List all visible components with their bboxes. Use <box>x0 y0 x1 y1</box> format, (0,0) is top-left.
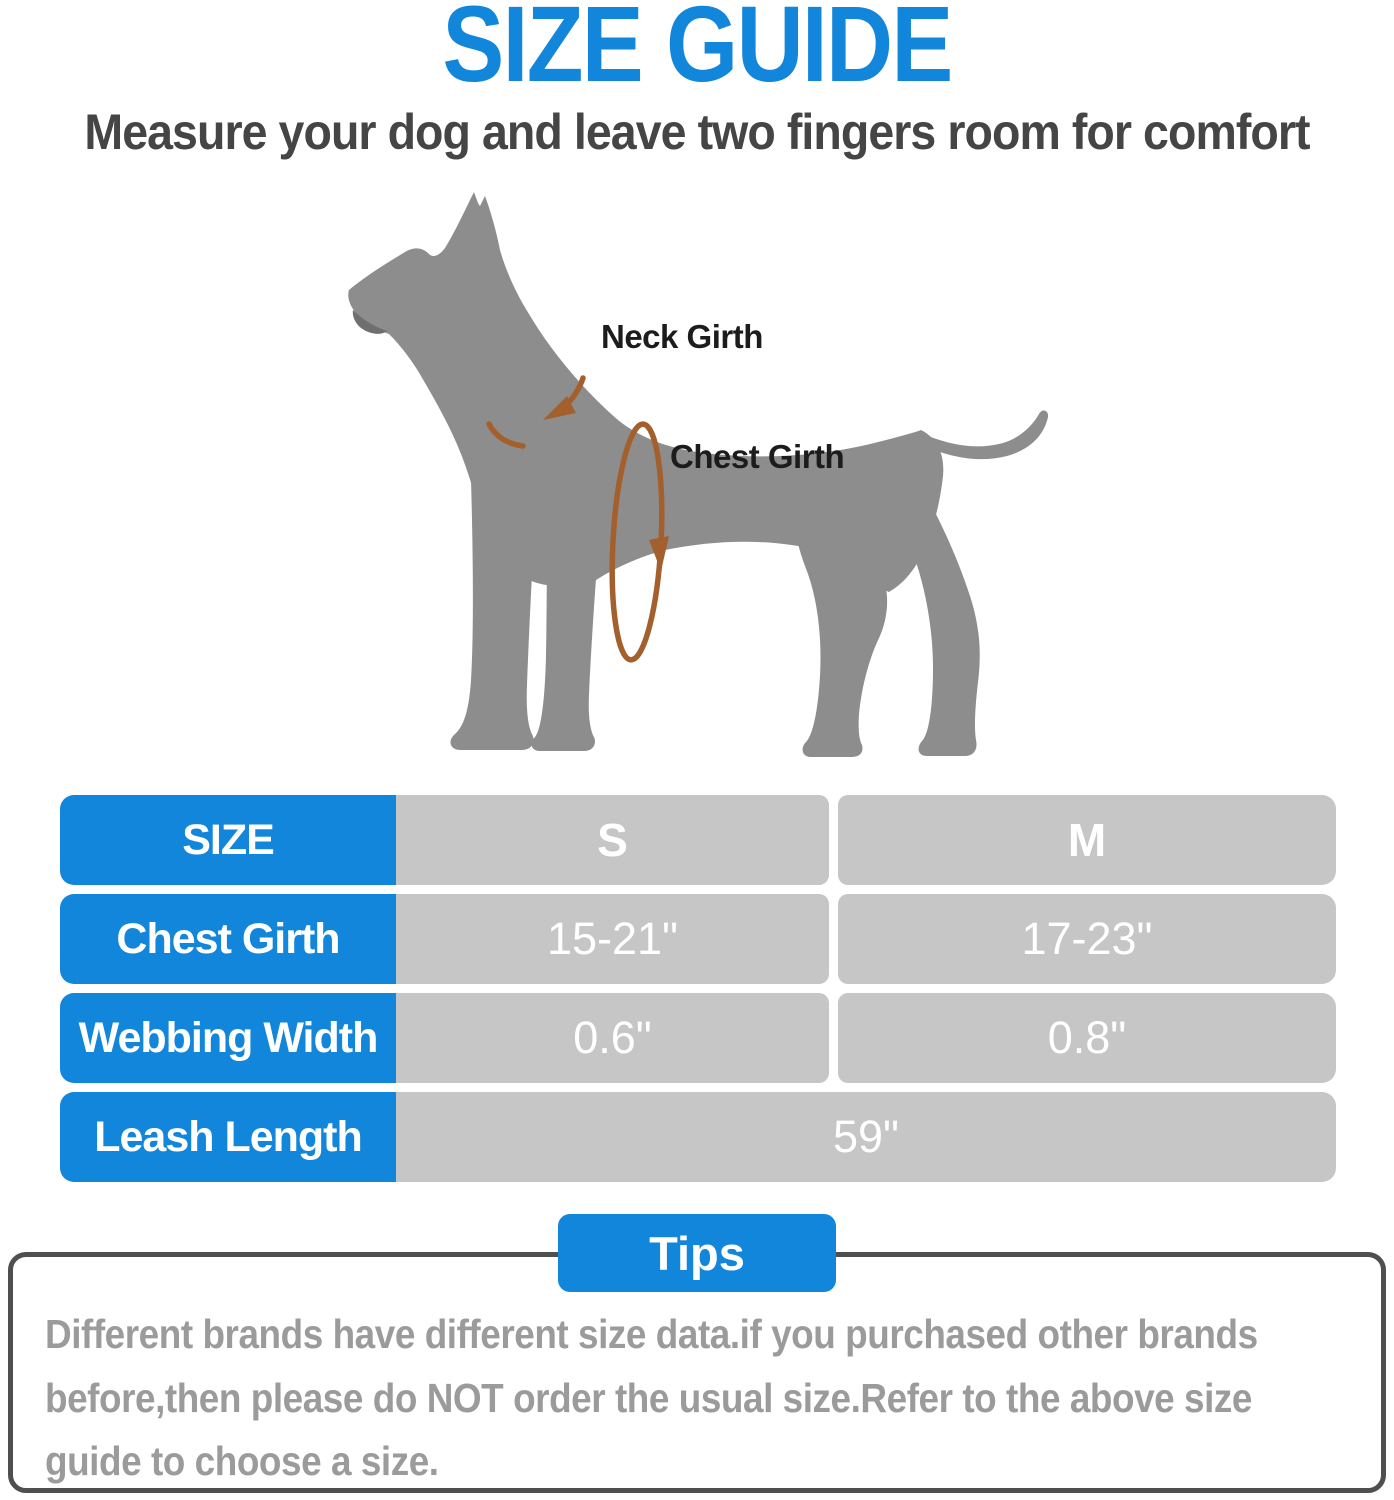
table-row-chest-girth <box>60 894 1336 984</box>
page-title: SIZE GUIDE <box>442 0 952 104</box>
row-header-chest-girth: Chest Girth <box>60 894 396 984</box>
chest-girth-label: Chest Girth <box>670 438 845 475</box>
dog-front-leg <box>450 480 537 750</box>
row-header-size: SIZE <box>60 795 396 885</box>
dog-silhouette <box>348 192 943 592</box>
neck-girth-label: Neck Girth <box>601 318 763 355</box>
tips-body-text: Different brands have different size data.if you purchased other brands before,then please do NOT order the usual size.Refer to the above size guide to choose a size. <box>45 1311 1258 1485</box>
size-s-header-cell: S <box>396 795 829 885</box>
table-row-leash-length <box>60 1092 1336 1182</box>
tips-badge-label: Tips <box>649 1226 745 1280</box>
row-header-leash-length: Leash Length <box>60 1092 396 1182</box>
dog-measurement-diagram <box>333 190 1075 772</box>
size-table <box>60 795 1336 1182</box>
size-m-header-cell: M <box>838 795 1336 885</box>
webbing-width-s-cell: 0.6" <box>396 993 829 1083</box>
chest-girth-s-cell: 15-21" <box>396 894 829 984</box>
table-row-webbing-width <box>60 993 1336 1083</box>
tips-badge <box>558 1214 836 1292</box>
leash-length-span-cell: 59" <box>396 1092 1336 1182</box>
webbing-width-m-cell: 0.8" <box>838 993 1336 1083</box>
dog-rear-far-leg <box>909 490 980 756</box>
page-subtitle: Measure your dog and leave two fingers room for comfort <box>84 104 1310 160</box>
chest-girth-m-cell: 17-23" <box>838 894 1336 984</box>
table-row-size <box>60 795 1336 885</box>
row-header-webbing-width: Webbing Width <box>60 993 396 1083</box>
